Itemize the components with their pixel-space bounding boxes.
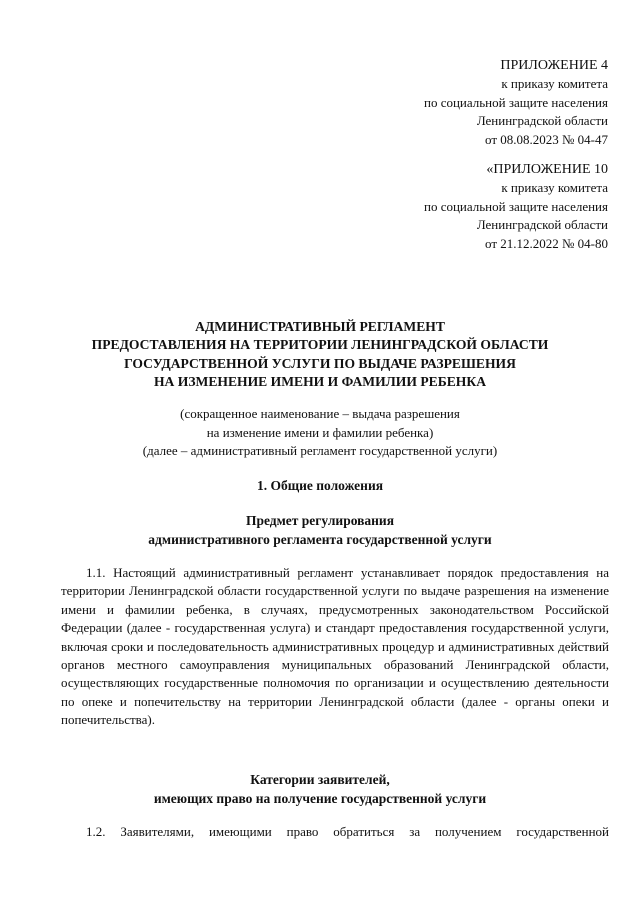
annex-4-line: Ленинградской области (476, 113, 608, 129)
annex-10-title: «ПРИЛОЖЕНИЕ 10 (486, 162, 608, 177)
paragraph-text: 1.1. Настоящий административный регламент устанавливает порядок предоставления на территории Ленинградской области государственной услуги по выдаче разрешения на изменение имени и фамилии ребенка, в случаях, предусмотренных законодательством Российской Федерации (далее - государственная услуга) и стандарт предоставления государственной услуги, включая сроки и последовательность административных процедур и административных действий органов местного самоуправления муниципальных образований Ленинградской области, осуществляющих государственные полномочия по организации и осуществлению деятельности по опеке и попечительству на территории Ленинградской области (далее - органы опеки и попечительства). (61, 565, 609, 728)
subsection-heading-line: Предмет регулирования (245, 513, 395, 528)
title-line: ПРЕДОСТАВЛЕНИЯ НА ТЕРРИТОРИИ ЛЕНИНГРАДСКОЙ ОБЛАСТИ (91, 337, 549, 353)
annex-10-line: от 21.12.2022 № 04-80 (485, 235, 608, 251)
document-title (0, 318, 640, 392)
subsection-heading-line: административного регламента государственной услуги (148, 531, 492, 547)
subsection-subject-heading (0, 512, 640, 549)
short-name-note (0, 405, 640, 461)
section-heading-text: 1. Общие положения (256, 478, 384, 493)
annex-10-line: к приказу комитета (501, 180, 608, 196)
subsection-applicants-heading (0, 771, 640, 808)
annex-4-line: к приказу комитета (501, 76, 608, 92)
subsection-heading-line: Категории заявителей, (250, 772, 390, 787)
title-line: ГОСУДАРСТВЕННОЙ УСЛУГИ ПО ВЫДАЧЕ РАЗРЕШЕНИЯ (124, 355, 516, 371)
annex-4-line: по социальной защите населения (423, 94, 608, 110)
annex-10-line: по социальной защите населения (423, 198, 608, 214)
short-name-line: (далее – административный регламент государственной услуги) (142, 443, 498, 458)
annex-4-header (424, 57, 608, 149)
section-1-heading (0, 477, 640, 496)
short-name-line: (сокращенное наименование – выдача разрешения (180, 406, 460, 421)
paragraph-text: 1.2. Заявителями, имеющими право обратиться за получением государственной (86, 824, 609, 839)
annex-4-title: ПРИЛОЖЕНИЕ 4 (500, 58, 608, 73)
paragraph-1-2 (61, 823, 609, 841)
short-name-line: на изменение имени и фамилии ребенка) (206, 424, 434, 440)
title-line: АДМИНИСТРАТИВНЫЙ РЕГЛАМЕНТ (195, 319, 445, 334)
title-line: НА ИЗМЕНЕНИЕ ИМЕНИ И ФАМИЛИИ РЕБЕНКА (153, 374, 487, 390)
subsection-heading-line: имеющих право на получение государственной услуги (153, 790, 487, 806)
paragraph-1-1 (61, 564, 609, 730)
annex-10-line: Ленинградской области (476, 217, 608, 233)
annex-10-header (424, 161, 608, 253)
annex-4-line: от 08.08.2023 № 04-47 (485, 131, 608, 147)
